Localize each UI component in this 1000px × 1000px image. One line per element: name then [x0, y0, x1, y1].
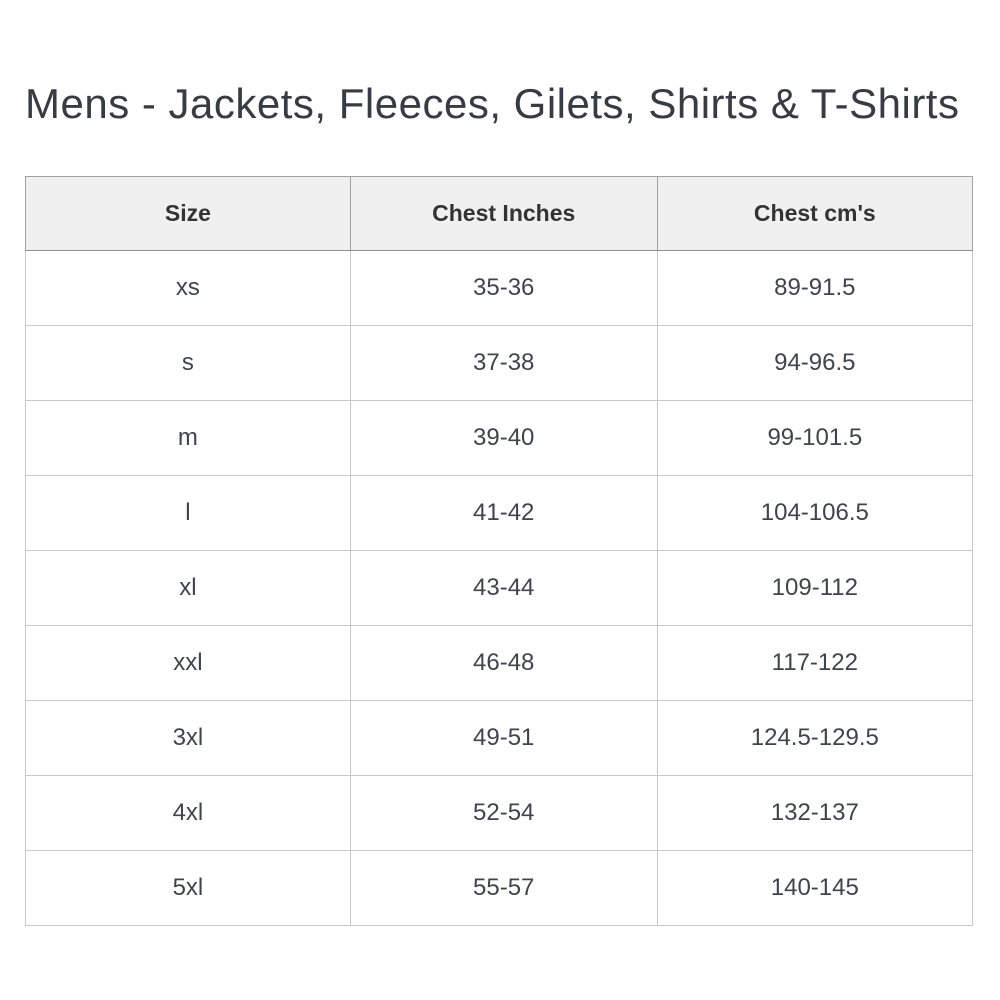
table-body — [26, 251, 973, 926]
chest-cm-cell: 89-91.5 — [657, 251, 972, 326]
table-header-row — [26, 177, 973, 251]
size-cell: 3xl — [26, 701, 351, 776]
chest-inches-cell: 55-57 — [350, 851, 657, 926]
size-cell: l — [26, 476, 351, 551]
table-row — [26, 326, 973, 401]
size-cell: xs — [26, 251, 351, 326]
chest-inches-cell: 37-38 — [350, 326, 657, 401]
table-row — [26, 626, 973, 701]
chest-cm-cell: 132-137 — [657, 776, 972, 851]
table-row — [26, 401, 973, 476]
size-cell: 5xl — [26, 851, 351, 926]
chest-cm-cell: 109-112 — [657, 551, 972, 626]
size-cell: xl — [26, 551, 351, 626]
size-cell: xxl — [26, 626, 351, 701]
chest-inches-cell: 43-44 — [350, 551, 657, 626]
chest-cm-cell: 140-145 — [657, 851, 972, 926]
column-header-chest-inches: Chest Inches — [350, 177, 657, 251]
table-row — [26, 851, 973, 926]
page-title: Mens - Jackets, Fleeces, Gilets, Shirts & T-Shirts — [25, 80, 960, 127]
chest-cm-cell: 104-106.5 — [657, 476, 972, 551]
size-cell: s — [26, 326, 351, 401]
table-row — [26, 701, 973, 776]
size-cell: m — [26, 401, 351, 476]
chest-cm-cell: 94-96.5 — [657, 326, 972, 401]
chest-cm-cell: 117-122 — [657, 626, 972, 701]
table-row — [26, 251, 973, 326]
chest-inches-cell: 52-54 — [350, 776, 657, 851]
chest-inches-cell: 39-40 — [350, 401, 657, 476]
size-chart-table — [25, 176, 973, 926]
table-row — [26, 776, 973, 851]
chest-cm-cell: 124.5-129.5 — [657, 701, 972, 776]
column-header-chest-cm: Chest cm's — [657, 177, 972, 251]
table-row — [26, 551, 973, 626]
chest-inches-cell: 46-48 — [350, 626, 657, 701]
chest-inches-cell: 49-51 — [350, 701, 657, 776]
chest-cm-cell: 99-101.5 — [657, 401, 972, 476]
size-guide-section — [25, 0, 973, 926]
column-header-size: Size — [26, 177, 351, 251]
chest-inches-cell: 41-42 — [350, 476, 657, 551]
chest-inches-cell: 35-36 — [350, 251, 657, 326]
table-row — [26, 476, 973, 551]
size-cell: 4xl — [26, 776, 351, 851]
